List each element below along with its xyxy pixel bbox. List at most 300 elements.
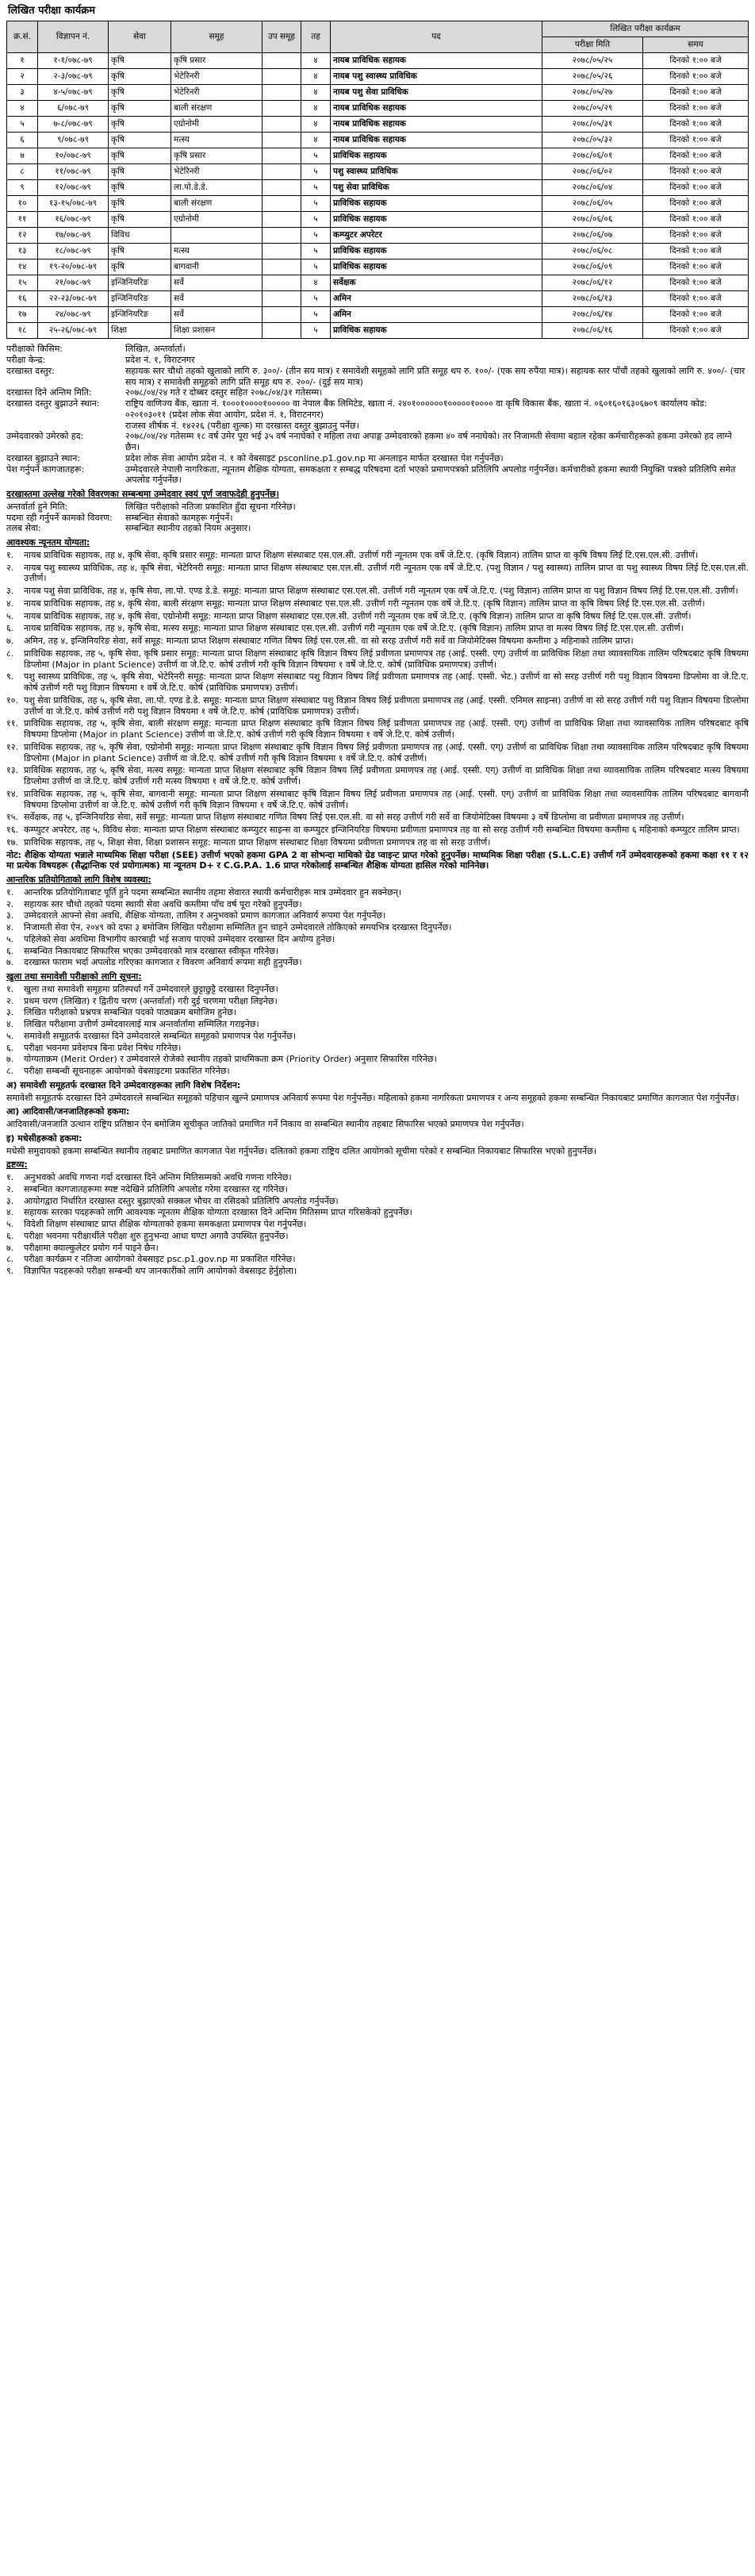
cell-serial: ३ [7,85,38,101]
cell-level: ४ [301,53,331,69]
qualification-item [6,837,749,848]
cell-exam-date: २०७८/०६/०४ [542,180,643,196]
note-item [6,1172,749,1183]
eligibility-text: उम्मेदवारले आफ्नो सेवा अवधि, शैक्षिक योग्यता, तालिम र अनुभवको प्रमाण कागजात अनिवार्य रूपमा पेश गर्नुपर्नेछ। [24,910,386,921]
cell-post: नायब प्राविधिक सहायक [331,53,542,69]
cell-ad-no: ११/०७८-७९ [38,164,109,180]
cell-time: दिनको १:०० बजे [643,244,749,260]
notice-section [6,502,749,534]
col-service: सेवा [109,21,171,53]
eligibility-item [6,946,749,957]
cell-service: कृषि [109,244,171,260]
eligibility-text: दरखास्त फाराम भर्दा अपलोड गरिएका कागजात र विवरण अनिवार्य रूपमा सही हुनुपर्नेछ। [24,957,302,968]
table-row [7,228,749,244]
cell-serial: ६ [7,133,38,148]
cell-subgroup [263,85,301,101]
qualification-text: प्राविधिक सहायक, तह ५, शिक्षा सेवा, शिक्षा प्रशासन समूह: मान्यता प्राप्त शिक्षण संस्थाबाट शिक्षा विषयमा प्रवीणता प्रमाणपत्र तह वा सो सरह उत्तीर्ण। [24,836,491,848]
info-row [6,387,749,398]
qualification-item [6,718,749,740]
qualification-list [6,550,749,848]
cell-post: प्राविधिक सहायक [331,212,542,228]
item-number: ३. [6,910,14,921]
cell-level: ५ [301,291,331,307]
cell-group: कृषि प्रसार [171,148,263,164]
cell-group: कृषि प्रसार [171,53,263,69]
cell-group: ला.पो.डे.डे. [171,180,263,196]
cell-subgroup [263,69,301,85]
info-row [6,421,749,432]
cell-ad-no: १९-२०/०७८-७९ [38,260,109,275]
cell-ad-no: २१/०७८-७९ [38,275,109,291]
table-row [7,260,749,275]
cell-subgroup [263,148,301,164]
col-level: तह [301,21,331,53]
table-row [7,133,749,148]
cell-level: ५ [301,307,331,323]
open-exam-text: खुला तथा समावेशी समूहमा प्रतिस्पर्धा गर्ने उम्मेदवारले छुट्टाछुट्टै दरखास्त दिनुपर्नेछ। [24,983,278,994]
item-number: ४. [6,598,14,609]
info-value: प्रदेश लोक सेवा आयोग प्रदेश नं. १ को वेबसाइट psconline.p1.gov.np मा अनलाइन मार्फत दरखास्त पेश गर्नुपर्नेछ। [125,452,504,463]
cell-time: दिनको १:०० बजे [643,53,749,69]
item-number: ३. [6,586,14,596]
qualification-text: प्राविधिक सहायक, तह ५, कृषि सेवा, बागवानी समूह: मान्यता प्राप्त शिक्षण संस्थाबाट कृषि विज्ञान विषय लिई प्रवीणता प्रमाणपत्र तह (आई. एस्सी. एग्) उत्तीर्ण वा प्राविधिक शिक्षा तथा व्यावसायिक तालिम परिषदबाट बागवानी विषयमा डिप्लोमा उत्तीर्ण वा जे.टि.ए. कोर्ष उत्तीर्ण गरी कृषि विज्ञान विषयमा १ वर्षे जे.टि.ए. कोर्ष उत्तीर्ण। [24,788,749,810]
table-row [7,323,749,339]
qualification-item [6,648,749,671]
notice-label: पदमा रही गर्नुपर्ने कामको विवरण: [6,512,113,523]
cell-level: ५ [301,323,331,339]
info-row [6,344,749,355]
cell-exam-date: २०७८/०६/०७ [542,228,643,244]
cell-ad-no: ९/०७८-७९ [38,133,109,148]
eligibility-text: आन्तरिक प्रतियोगिताबाट पूर्ति हुने पदमा सम्बन्धित स्थानीय तहमा सेवारत स्थायी कर्मचारीहरू मात्र उम्मेदवार हुन सक्नेछन्। [24,886,402,898]
cell-group: बाली संरक्षण [171,196,263,212]
cell-time: दिनको १:०० बजे [643,323,749,339]
qualification-text: नायब पशु सेवा प्राविधिक, तह ४, कृषि सेवा, ला.पो. एण्ड डे.डे. समूह: मान्यता प्राप्त शिक्षण संस्थाबाट एस.एल.सी. उत्तीर्ण गरी न्यूनतम एक वर्षे जे.टि.ए. (पशु विज्ञान) तालिम प्राप्त वा पशु विज्ञान विषय लिई टि.एस.एल.सी. उत्तीर्ण। [24,586,738,596]
cell-ad-no: २४/०७८-७९ [38,307,109,323]
qualification-text: नायब पशु स्वास्थ्य प्राविधिक, तह ४, कृषि सेवा, भेटेरिनरी समूह: मान्यता प्राप्त शिक्षण संस्थाबाट एस.एल.सी. उत्तीर्ण गरी न्यूनतम एक वर्षे जे.टि.ए. (पशु विज्ञान / पशु स्वास्थ्य) तालिम प्राप्त वा पशु स्वास्थ्य विषय लिई टि.एस.एल.सी. उत्तीर्ण। [24,562,749,584]
cell-subgroup [263,260,301,275]
open-exam-item [6,1031,749,1042]
item-number: ५. [6,610,14,621]
cell-service: विविध [109,228,171,244]
cell-service: कृषि [109,164,171,180]
qualification-item [6,765,749,787]
item-number: ३. [6,1007,14,1018]
cell-exam-date: २०७८/०६/०२ [542,164,643,180]
notice-heading: दरखास्तमा उल्लेख गरेको विवरणका सम्बन्धमा उम्मेदवार स्वयं पूर्ण जवाफदेही हुनुपर्नेछ। [6,489,279,499]
cell-service: कृषि [109,69,171,85]
cell-level: ५ [301,260,331,275]
cell-subgroup [263,244,301,260]
cell-group: बागवानी [171,260,263,275]
info-label: दरखास्त बुझाउने स्थान: [6,452,81,463]
cell-subgroup [263,228,301,244]
cell-serial: १२ [7,228,38,244]
cell-service: कृषि [109,117,171,133]
cell-post: अमिन [331,291,542,307]
note-text: परीक्षा भवनमा परीक्षार्थीले परीक्षा शुरु हुनुभन्दा आधा घण्टा अगावै उपस्थित हुनुपर्नेछ। [24,1230,289,1241]
cell-post: प्राविधिक सहायक [331,196,542,212]
cell-post: नायब पशु स्वास्थ्य प्राविधिक [331,69,542,85]
notes-list [6,1172,749,1277]
cell-service: शिक्षा [109,323,171,339]
table-row [7,180,749,196]
notice-value: सम्बन्धित स्थानीय तहको नियम अनुसार। [125,523,251,534]
item-number: ९. [6,1266,14,1276]
table-row [7,212,749,228]
open-exam-text: समावेशी समूहतर्फ दरखास्त दिने उम्मेदवारले सम्बन्धित समूहको प्रमाणपत्र पेश गर्नुपर्नेछ। [24,1030,297,1041]
table-header-row [7,21,749,37]
cell-group: मत्स्य [171,133,263,148]
note-text: परीक्षा कार्यक्रम र नतिजा आयोगको वेबसाइट psc.p1.gov.np मा प्रकाशित गरिनेछ। [24,1254,296,1265]
qualification-item [6,636,749,647]
cell-ad-no: २५-२६/०७८-७९ [38,323,109,339]
item-number: १२. [6,741,18,752]
item-number: ५. [6,1219,14,1229]
cell-group: एग्रोनोमी [171,212,263,228]
table-row [7,53,749,69]
info-row [6,464,749,486]
col-time: समय [643,37,749,53]
cell-serial: ४ [7,101,38,117]
qualification-text: पशु स्वास्थ्य प्राविधिक, तह ५, कृषि सेवा, भेटेरिनरी समूह: मान्यता प्राप्त शिक्षण संस्थाबाट पशु विज्ञान विषय लिई प्रवीणता प्रमाणपत्र तह (आई. एस्सी. भेट.) उत्तीर्ण वा सो सरह उत्तीर्ण गरी पशु विज्ञान विषयमा डिप्लोमा वा जे.टि.ए. कोर्ष उत्तीर्ण गरी पशु विज्ञान विषयमा १ वर्षे जे.टि.ए. कोर्ष (प्राविधिक प्रमाणपत्र) उत्तीर्ण। [24,671,749,693]
note-item [6,1207,749,1218]
cell-time: दिनको १:०० बजे [643,69,749,85]
info-label: परीक्षाको किसिम: [6,344,63,355]
note-item [6,1184,749,1195]
item-number: १. [6,1172,14,1182]
eligibility-list [6,887,749,968]
info-value: २०७८/०४/२४ गते र दोब्बर दस्तुर सहित २०७८/०४/३१ गतेसम्म। [125,387,323,398]
qualification-item [6,825,749,836]
cell-service: कृषि [109,85,171,101]
item-number: ५. [6,1030,14,1041]
cell-serial: २ [7,69,38,85]
open-exam-text: लिखित परीक्षामा उत्तीर्ण उम्मेदवारलाई मात्र अन्तर्वार्तामा सम्मिलित गराइनेछ। [24,1019,259,1029]
table-row [7,101,749,117]
qualification-item [6,611,749,622]
cell-level: ४ [301,117,331,133]
open-exam-item [6,1043,749,1054]
cell-subgroup [263,53,301,69]
notice-row [6,523,749,534]
cell-post: नायब प्राविधिक सहायक [331,101,542,117]
cell-level: ४ [301,69,331,85]
cell-serial: १० [7,196,38,212]
cell-level: ४ [301,85,331,101]
note-item [6,1266,749,1277]
qualification-item [6,550,749,561]
note-item [6,1254,749,1265]
cell-serial: ५ [7,117,38,133]
cell-ad-no: १८/०७८-७९ [38,244,109,260]
item-number: १७. [6,836,18,848]
cell-group: भेटेरिनरी [171,69,263,85]
qualification-text: नायब प्राविधिक सहायक, तह ४, कृषि सेवा, एग्रोनोमी समूह: मान्यता प्राप्त शिक्षण संस्थाबाट एस.एल.सी. उत्तीर्ण गरी न्यूनतम एक वर्षे जे.टि.ए. (कृषि विज्ञान) तालिम प्राप्त वा कृषि विषय लिई टि.एस.एल.सी. उत्तीर्ण। [24,610,692,621]
qualification-text: प्राविधिक सहायक, तह ५, कृषि सेवा, एग्रोनोमी समूह: मान्यता प्राप्त शिक्षण संस्थाबाट कृषि विज्ञान विषय लिई प्रवीणता प्रमाणपत्र तह (आई. एस्सी. एग्) उत्तीर्ण वा प्राविधिक शिक्षा तथा व्यावसायिक तालिम परिषदबाट कृषि विषयमा डिप्लोमा (Major in plant Science) उत्तीर्ण वा जे.टि.ए. कोर्ष उत्तीर्ण गरी कृषि विज्ञान विषयमा १ वर्षे जे.टि.ए. कोर्ष उत्तीर्ण। [24,741,749,763]
qualification-heading: आवश्यक न्यूनतम योग्यता: [6,537,90,548]
cell-serial: १५ [7,275,38,291]
cell-post: पशु स्वास्थ्य प्राविधिक [331,164,542,180]
table-row [7,85,749,101]
cell-post: कम्प्युटर अपरेटर [331,228,542,244]
cell-serial: १४ [7,260,38,275]
table-row [7,275,749,291]
cell-exam-date: २०७८/०६/१४ [542,307,643,323]
note-text: सहायक स्तरका पदहरूको लागि आवश्यक न्यूनतम शैक्षिक योग्यता दरखास्त दिने अन्तिम मितिसम्म प्राप्त गरिसकेको हुनुपर्नेछ। [24,1207,412,1218]
notes-heading: द्रष्टव्य: [6,1159,28,1171]
open-exam-item [6,1054,749,1065]
cell-service: इन्जिनियरिङ [109,291,171,307]
item-number: १५. [6,812,18,823]
cell-ad-no: १६/०७८-७९ [38,212,109,228]
cell-service: कृषि [109,53,171,69]
page-title: लिखित परीक्षा कार्यक्रम [8,5,96,17]
cell-level: ५ [301,148,331,164]
cell-group: मत्स्य [171,244,263,260]
col-ad-no: विज्ञापन नं. [38,21,109,53]
cell-serial: ७ [7,148,38,164]
cell-ad-no: ७-८/०७८-७९ [38,117,109,133]
cell-post: प्राविधिक सहायक [331,244,542,260]
special-paragraph-a: समावेशी समूहतर्फ दरखास्त दिने उम्मेदवारले सम्बन्धित समूहको पहिचान खुल्ने प्रमाणपत्र अनिवार्य रूपमा पेश गर्नुपर्नेछ। महिलाको हकमा नागरिकता प्रमाणपत्र र अन्य समूहको हकमा सम्बन्धित निकायबाट प्रमाणित कागजात पेश गर्नुपर्नेछ। [6,1092,739,1103]
note-item [6,1243,749,1254]
eligibility-heading: आन्तरिक प्रतियोगिताको लागि विशेष व्यवस्था: [6,875,151,885]
cell-service: इन्जिनियरिङ [109,307,171,323]
open-exam-text: परीक्षा भवनमा प्रवेशपत्र बिना प्रवेश निषेध गरिनेछ। [24,1042,182,1053]
notice-label: तलब सेवा: [6,523,41,534]
notice-row [6,513,749,524]
info-value: प्रदेश नं. १, विराटनगर [125,355,195,365]
cell-subgroup [263,307,301,323]
cell-serial: ८ [7,164,38,180]
info-row [6,453,749,464]
qualification-text: नायब प्राविधिक सहायक, तह ४, कृषि सेवा, मत्स्य समूह: मान्यता प्राप्त शिक्षण संस्थाबाट एस.एल.सी. उत्तीर्ण गरी न्यूनतम एक वर्षे जे.टि.ए. (कृषि विज्ञान) तालिम प्राप्त वा मत्स्य विषय लिई टि.एस.एल.सी. उत्तीर्ण। [24,623,684,634]
eligibility-item [6,910,749,921]
info-value: २०७८/०४/२४ गतेसम्म १८ वर्ष उमेर पूरा भई ३५ वर्ष ननाघेको र महिला तथा अपाङ्ग उम्मेदवारको हकमा ४० वर्ष ननाघेको। तर निजामती सेवामा बहाल रहेका कर्मचारीहरूको हकमा उमेरको हद लाग्ने छैन। [125,431,732,452]
info-row [6,431,749,453]
info-row [6,355,749,366]
cell-ad-no: १३-१५/०७८-७९ [38,196,109,212]
open-exam-text: योग्यताक्रम (Merit Order) र उम्मेदवारले रोजेको स्थानीय तहको प्राथमिकता क्रम (Priority Order) अनुसार सिफारिस गरिनेछ। [24,1054,437,1065]
cell-serial: १८ [7,323,38,339]
special-heading-a: अ) समावेशी समूहतर्फ दरखास्त दिने उम्मेदवारहरूका लागि विशेष निर्देशन: [6,1079,241,1090]
item-number: २. [6,898,14,909]
cell-subgroup [263,117,301,133]
eligibility-text: सहायक स्तर चौथो तहको पदमा स्थायी सेवा अवधि कम्तीमा पाँच वर्ष पूरा गरेको हुनुपर्नेछ। [24,898,302,909]
cell-exam-date: २०७८/०६/०८ [542,244,643,260]
qualification-text: कम्प्युटर अपरेटर, तह ५, विविध सेवा: मान्यता प्राप्त शिक्षण संस्थाबाट कम्प्युटर साइन्स वा कम्प्युटर इन्जिनियरिङ विषयमा प्रवीणता प्रमाणपत्र तह वा सो सरह उत्तीर्ण गरी सम्बन्धित विषयमा कम्तीमा ६ महिनाको कम्प्युटर तालिम प्राप्त। [24,825,740,835]
table-row [7,196,749,212]
cell-post: नायब प्राविधिक सहायक [331,117,542,133]
cell-post: नायब प्राविधिक सहायक [331,133,542,148]
eligibility-item [6,934,749,945]
eligibility-item [6,957,749,968]
cell-group: भेटेरिनरी [171,85,263,101]
cell-exam-date: २०७८/०५/२६ [542,69,643,85]
cell-subgroup [263,196,301,212]
cell-post: प्राविधिक सहायक [331,260,542,275]
cell-exam-date: २०७८/०६/०९ [542,260,643,275]
col-exam-date: परीक्षा मिति [542,37,643,53]
cell-level: ५ [301,228,331,244]
qualification-item [6,586,749,597]
item-number: ८. [6,1066,14,1076]
cell-exam-date: २०७८/०५/२५ [542,53,643,69]
item-number: १०. [6,694,18,706]
cell-service: कृषि [109,180,171,196]
cell-level: ५ [301,212,331,228]
special-heading-c: इ) मधेसीहरूको हकमा: [6,1132,82,1144]
table-row [7,244,749,260]
cell-time: दिनको १:०० बजे [643,85,749,101]
open-exam-item [6,984,749,995]
qualification-text: प्राविधिक सहायक, तह ५, कृषि सेवा, कृषि प्रसार समूह: मान्यता प्राप्त शिक्षण संस्थाबाट कृषि विज्ञान विषय लिई प्रवीणता प्रमाणपत्र तह (आई. एस्सी. एग्) उत्तीर्ण वा प्राविधिक शिक्षा तथा व्यावसायिक तालिम परिषदबाट कृषि विषयमा डिप्लोमा (Major in plant Science) उत्तीर्ण वा जे.टि.ए. कोर्ष उत्तीर्ण गरी कृषि विज्ञान विषयमा १ वर्षे जे.टि.ए. कोर्ष (प्राविधिक प्रमाणपत्र) उत्तीर्ण। [24,648,749,670]
cell-service: कृषि [109,101,171,117]
cell-time: दिनको १:०० बजे [643,260,749,275]
eligibility-item [6,887,749,898]
col-group: समूह [171,21,263,53]
qualification-item [6,563,749,585]
cell-time: दिनको १:०० बजे [643,164,749,180]
cell-serial: १६ [7,291,38,307]
cell-level: ४ [301,275,331,291]
notice-row [6,502,749,513]
qualification-text: प्राविधिक सहायक, तह ५, कृषि सेवा, बाली संरक्षण समूह: मान्यता प्राप्त शिक्षण संस्थाबाट कृषि विज्ञान विषय लिई प्रवीणता प्रमाणपत्र तह (आई. एस्सी. एग्) उत्तीर्ण वा प्राविधिक शिक्षा तथा व्यावसायिक तालिम परिषदबाट कृषि विषयमा डिप्लोमा (Major in plant Science) उत्तीर्ण वा जे.टि.ए. कोर्ष उत्तीर्ण गरी कृषि विज्ञान विषयमा १ वर्षे जे.टि.ए. कोर्ष उत्तीर्ण। [24,718,749,740]
cell-ad-no: ६/०७८-७९ [38,101,109,117]
cell-subgroup [263,275,301,291]
qualification-text: अमिन, तह ४, इन्जिनियरिङ सेवा, सर्वे समूह: मान्यता प्राप्त शिक्षण संस्थाबाट गणित विषय लिई एस.एल.सी. वा सो सरह उत्तीर्ण गरी सर्वे वा जियोमेटिक्स विषयमा कम्तीमा ३ महिनाको तालिम प्राप्त। [24,636,634,646]
info-label: दरखास्त दिने अन्तिम मिति: [6,387,92,398]
info-section [6,344,749,486]
item-number: ८. [6,1254,14,1265]
eligibility-item [6,899,749,910]
info-value: लिखित, अन्तर्वार्ता। [125,344,186,355]
note-text: सम्बन्धित कागजातहरूमा स्पष्ट नदेखिने प्रतिलिपि अपलोड गरेमा दरखास्त रद्द गरिनेछ। [24,1183,288,1194]
note-paragraph: नोट: शैक्षिक योग्यता भन्नाले माध्यमिक शिक्षा परीक्षा (SEE) उत्तीर्ण भएको हकमा GPA 2 वा सोभन्दा माथिको ग्रेड प्वाइन्ट प्राप्त गरेको हुनुपर्नेछ। माध्यमिक शिक्षा परीक्षा (S.L.C.E) उत्तीर्ण गर्ने उम्मेदवारहरूको हकमा कक्षा ११ र १२ मा प्रत्येक विषयहरू (सैद्धान्तिक एवं प्रयोगात्मक) मा न्यूनतम D+ र C.G.P.A. 1.6 प्राप्त गरेकोलाई सम्बन्धित शैक्षिक योग्यता हासिल गरेको मानिनेछ। [6,849,749,871]
qualification-item [6,598,749,609]
cell-serial: १७ [7,307,38,323]
item-number: ६. [6,1042,14,1053]
open-exam-heading: खुला तथा समावेशी परीक्षाको लागि सूचना: [6,971,142,982]
info-label: उम्मेदवारको उमेरको हद: [6,431,84,442]
item-number: ४. [6,1019,14,1029]
cell-group: सर्वे [171,307,263,323]
cell-exam-date: २०७८/०६/०६ [542,212,643,228]
cell-serial: १ [7,53,38,69]
cell-exam-date: २०७८/०५/३१ [542,117,643,133]
info-value: राष्ट्रिय वाणिज्य बैंक, खाता नं. १०००१००००१००००० वा नेपाल बैंक लिमिटेड, खाता नं. २४०१००००००१०००००१०००० वा कृषि विकास बैंक, खाता नं. ०६०१६०१६३०६७०९ कार्यालय कोड: ०२०१०३०११ (प्रदेश लोक सेवा आयोग, प्रदेश नं. १, विराटनगर) [125,398,707,420]
col-serial: क्र.सं. [7,21,38,53]
special-paragraph-c: मधेसी समुदायको हकमा सम्बन्धित स्थानीय तहबाट प्रमाणित कागजात पेश गर्नुपर्नेछ। दलितको हकमा राष्ट्रिय दलित आयोगको सूचीमा परेको र सम्बन्धित निकायबाट सिफारिस भएको हुनुपर्नेछ। [6,1145,596,1156]
item-number: ३. [6,1195,14,1206]
item-number: १. [6,549,14,560]
info-label: दरखास्त दस्तुर बुझाउने स्थान: [6,398,100,409]
qualification-text: सर्वेक्षक, तह ५, इन्जिनियरिङ सेवा, सर्वे समूह: मान्यता प्राप्त शिक्षण संस्थाबाट गणित विषय लिई एस.एल.सी. वा सो सरह उत्तीर्ण गरी सर्वे वा जियोमेटिक्स विषयमा ३ वर्षे डिप्लोमा वा प्रवीणता प्रमाणपत्र तह उत्तीर्ण। [24,812,684,823]
notice-label: अन्तर्वार्ता हुने मिति: [6,501,68,512]
item-number: १. [6,983,14,994]
cell-ad-no: १-१/०७८-७९ [38,53,109,69]
qualification-item [6,742,749,764]
cell-serial: १३ [7,244,38,260]
cell-time: दिनको १:०० बजे [643,117,749,133]
cell-service: कृषि [109,212,171,228]
cell-post: अमिन [331,307,542,323]
info-label [6,421,125,432]
cell-post: नायब पशु सेवा प्राविधिक [331,85,542,101]
cell-service: इन्जिनियरिङ [109,275,171,291]
qualification-item [6,623,749,634]
cell-service: कृषि [109,196,171,212]
open-exam-text: परीक्षा सम्बन्धी सूचनाहरू आयोगको वेबसाइटमा प्रकाशित गरिनेछ। [24,1066,230,1076]
info-row [6,366,749,388]
info-label: दरखास्त दस्तुर: [6,365,55,376]
table-row [7,117,749,133]
special-paragraph-b: आदिवासी/जनजाति उत्थान राष्ट्रिय प्रतिष्ठान ऐन बमोजिम सूचीकृत जातिको प्रमाणित गर्ने निकाय वा सम्बन्धित स्थानीय तहबाट सिफारिस भएको प्रमाणपत्र पेश गर्नुपर्नेछ। [6,1119,524,1129]
cell-subgroup [263,291,301,307]
table-row [7,148,749,164]
qualification-item [6,789,749,811]
schedule-body [7,53,749,339]
qualification-text: पशु सेवा प्राविधिक, तह ५, कृषि सेवा, ला.पो. एण्ड डे.डे. समूह: मान्यता प्राप्त शिक्षण संस्थाबाट पशु विज्ञान विषय लिई प्रवीणता प्रमाणपत्र तह (आई. एस्सी. एनिमल साइन्स) उत्तीर्ण वा सो सरह उत्तीर्ण गरी पशु विज्ञान विषयमा डिप्लोमा उत्तीर्ण वा जे.टि.ए. कोर्ष उत्तीर्ण गरी पशु विज्ञान विषयमा १ वर्षे जे.टि.ए. कोर्ष (प्राविधिक प्रमाणपत्र) उत्तीर्ण। [24,694,749,717]
cell-level: ५ [301,180,331,196]
cell-group: सर्वे [171,291,263,307]
item-number: ६. [6,623,14,634]
cell-exam-date: २०७८/०६/१६ [542,323,643,339]
open-exam-list [6,984,749,1077]
cell-exam-date: २०७८/०५/२७ [542,85,643,101]
qualification-text: नायब प्राविधिक सहायक, तह ४, कृषि सेवा, बाली संरक्षण समूह: मान्यता प्राप्त शिक्षण संस्थाबाट एस.एल.सी. उत्तीर्ण गरी न्यूनतम एक वर्षे जे.टि.ए. (कृषि विज्ञान) तालिम प्राप्त वा कृषि विषय लिई टि.एस.एल.सी. उत्तीर्ण। [24,598,705,609]
cell-subgroup [263,164,301,180]
notice-page [6,3,749,1278]
cell-ad-no: १०/०७८-७९ [38,148,109,164]
cell-level: ४ [301,133,331,148]
item-number: ११. [6,718,18,729]
cell-time: दिनको १:०० बजे [643,212,749,228]
item-number: १४. [6,788,18,799]
col-subgroup: उप समूह [263,21,301,53]
cell-time: दिनको १:०० बजे [643,275,749,291]
item-number: ८. [6,648,14,659]
exam-schedule-table [6,21,749,339]
info-label: पेश गर्नुपर्ने कागजातहरू: [6,463,85,475]
cell-group: भेटेरिनरी [171,164,263,180]
cell-service: कृषि [109,133,171,148]
note-text: विज्ञापित पदहरूको परीक्षा सम्बन्धी थप जानकारीको लागि आयोगको वेबसाइट हेर्नुहोला। [24,1266,297,1276]
note-item [6,1219,749,1230]
item-number: ७. [6,957,14,968]
note-item [6,1196,749,1207]
item-number: ४. [6,922,14,932]
notice-value: लिखित परीक्षाको नतिजा प्रकाशित हुँदा सूचना गरिनेछ। [125,501,296,512]
item-number: २. [6,995,14,1006]
table-row [7,69,749,85]
cell-ad-no: २-३/०७८-७९ [38,69,109,85]
eligibility-text: पहिलेको सेवा अवधिमा विभागीय कारबाही भई सजाय पाएको उम्मेदवार दरखास्त दिन अयोग्य हुनेछ। [24,933,335,944]
cell-time: दिनको १:०० बजे [643,133,749,148]
item-number: ६. [6,1230,14,1241]
cell-level: ५ [301,196,331,212]
cell-ad-no: १७/०७८-७९ [38,228,109,244]
qualification-item [6,695,749,717]
cell-subgroup [263,180,301,196]
qualification-text: नायब प्राविधिक सहायक, तह ४, कृषि सेवा, कृषि प्रसार समूह: मान्यता प्राप्त शिक्षण संस्थाबाट एस.एल.सी. उत्तीर्ण गरी न्यूनतम एक वर्षे जे.टि.ए. (कृषि विज्ञान) तालिम प्राप्त वा कृषि विषय लिई टि.एस.एल.सी. उत्तीर्ण। [24,549,699,560]
note-text: विदेशी शिक्षण संस्थाबाट प्राप्त शैक्षिक योग्यताको हकमा समकक्षता प्रमाणपत्र पेश गर्नुपर्नेछ। [24,1219,307,1229]
item-number: ५. [6,933,14,944]
cell-service: कृषि [109,148,171,164]
cell-exam-date: २०७८/०६/०१ [542,148,643,164]
cell-subgroup [263,323,301,339]
